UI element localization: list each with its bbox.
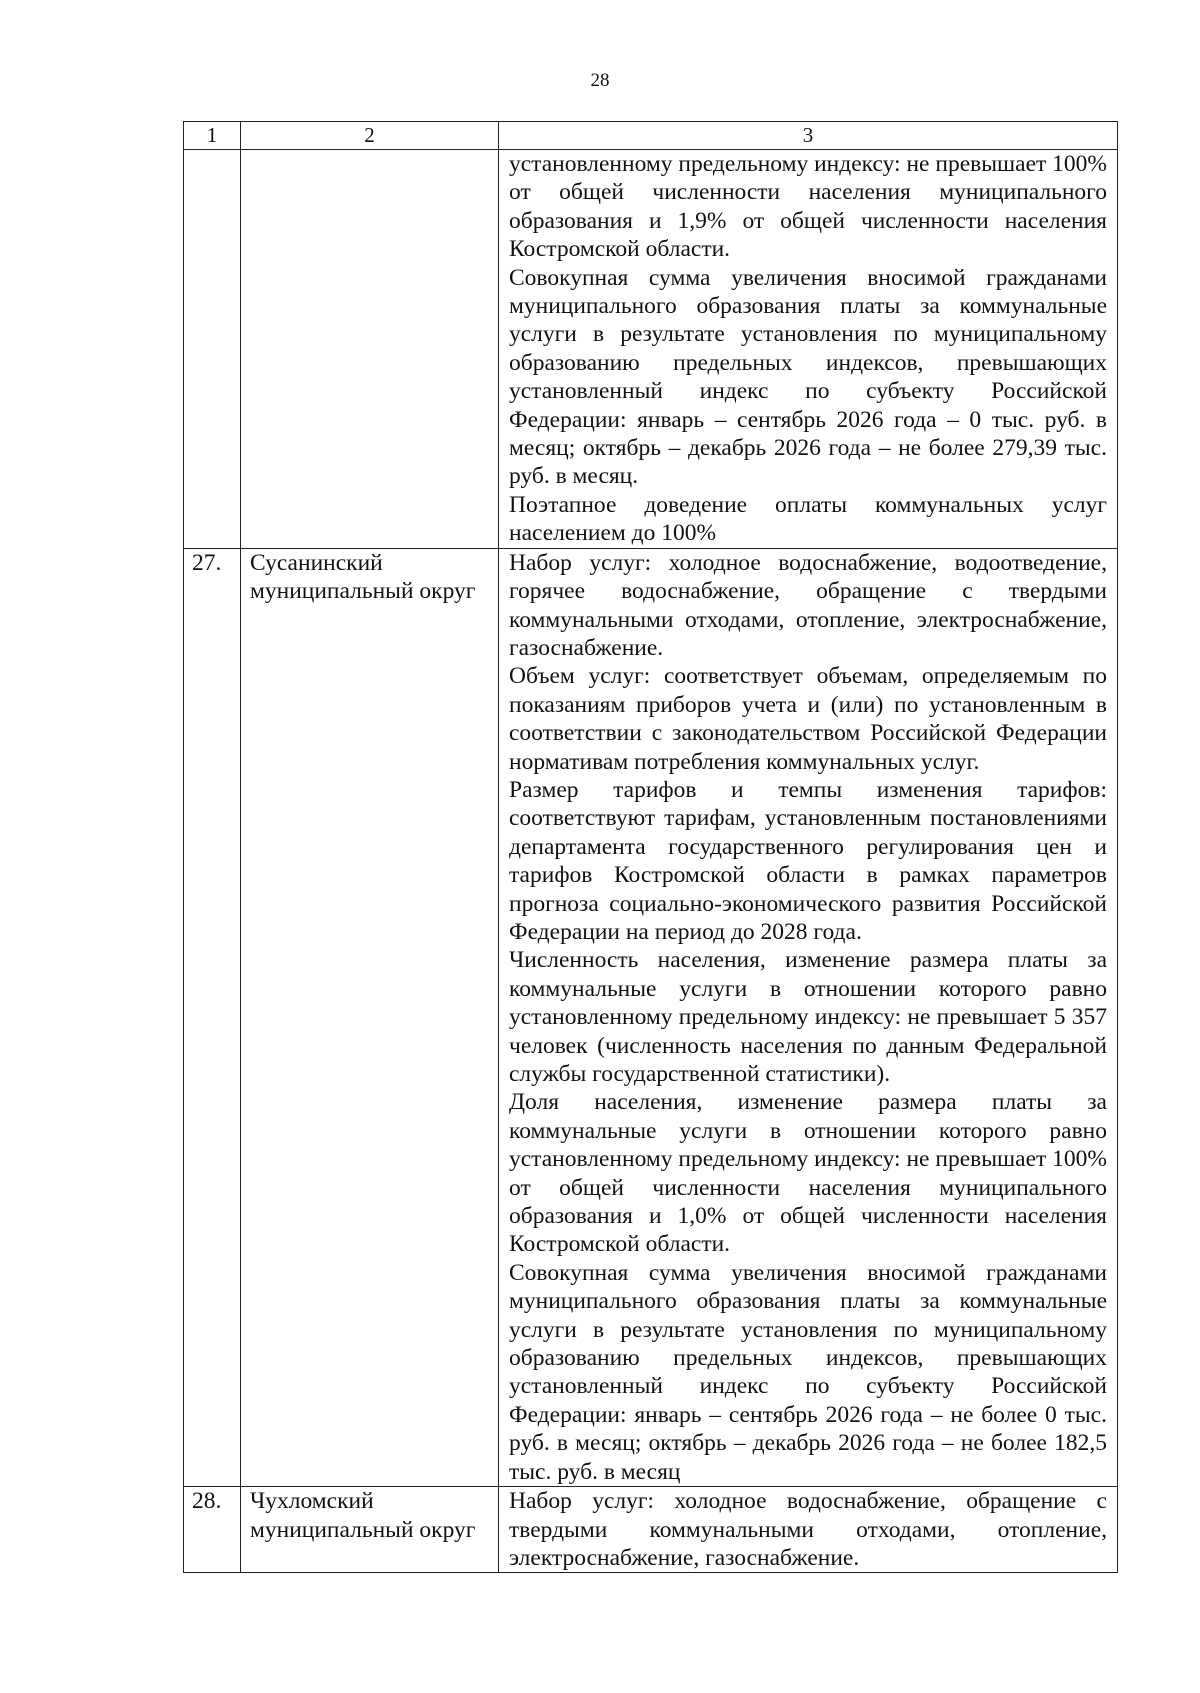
table-header-row <box>184 122 1118 150</box>
description-cell <box>499 1487 1118 1573</box>
column-header-2: 2 <box>241 122 499 150</box>
description-paragraph: Поэтапное доведение оплаты коммунальных услуг населением до 100% <box>509 491 1107 547</box>
description-paragraph: Доля населения, изменение размера платы за коммунальные услуги в отношении которого равно установленному предельному индексу: не превышает 100% от общей численности населения муниципального образования и 1,0% от общей численности населения Костромской области. <box>509 1089 1107 1258</box>
description-paragraph: Численность населения, изменение размера платы за коммунальные услуги в отношении которого равно установленному предельному индексу: не превышает 5 357 человек (численность населения по данным Федеральной службы государственной статистики). <box>509 947 1107 1087</box>
description-paragraph: Набор услуг: холодное водоснабжение, водоотведение, горячее водоснабжение, обращение с твердыми коммунальными отходами, отопление, электроснабжение, газоснабжение. <box>509 549 1107 661</box>
row-number: 28. <box>184 1487 241 1573</box>
description-paragraph: Набор услуг: холодное водоснабжение, обращение с твердыми коммунальными отходами, отопление, электроснабжение, газоснабжение. <box>509 1488 1107 1571</box>
column-header-1: 1 <box>184 122 241 150</box>
description-cell <box>499 150 1118 549</box>
row-number <box>184 150 241 549</box>
row-number: 27. <box>184 548 241 1486</box>
table-row <box>184 1487 1118 1573</box>
description-paragraph: установленному предельному индексу: не превышает 100% от общей численности населения муниципального образования и 1,9% от общей численности населения Костромской области. <box>509 151 1107 263</box>
services-table <box>183 121 1118 1573</box>
table-row <box>184 548 1118 1486</box>
description-cell <box>499 548 1118 1486</box>
table-row <box>184 150 1118 549</box>
page-number: 28 <box>590 70 610 91</box>
column-header-3: 3 <box>499 122 1118 150</box>
municipality-name: Сусанинский муниципальный округ <box>241 548 499 1486</box>
description-paragraph: Совокупная сумма увеличения вносимой гражданами муниципального образования платы за коммунальные услуги в результате установления по муниципальному образованию предельных индексов, превышающих установленный индекс по субъекту Российской Федерации: январь – сентябрь 2026 года – не более 0 тыс. руб. в месяц; октябрь – декабрь 2026 года – не более 182,5 тыс. руб. в месяц <box>509 1259 1107 1485</box>
description-paragraph: Объем услуг: соответствует объемам, определяемым по показаниям приборов учета и (или) по установленным в соответствии с законодательством Российской Федерации нормативам потребления коммунальных услуг. <box>509 663 1107 775</box>
municipality-name: Чухломский муниципальный округ <box>241 1487 499 1573</box>
description-paragraph: Размер тарифов и темпы изменения тарифов: соответствуют тарифам, установленным постановлениями департамента государственного регулирования цен и тарифов Костромской области в рамках параметров прогноза социально-экономического развития Российской Федерации на период до 2028 года. <box>509 776 1107 945</box>
municipality-name <box>241 150 499 549</box>
description-paragraph: Совокупная сумма увеличения вносимой гражданами муниципального образования платы за коммунальные услуги в результате установления по муниципальному образованию предельных индексов, превышающих установленный индекс по субъекту Российской Федерации: январь – сентябрь 2026 года – 0 тыс. руб. в месяц; октябрь – декабрь 2026 года – не более 279,39 тыс. руб. в месяц. <box>509 264 1107 490</box>
